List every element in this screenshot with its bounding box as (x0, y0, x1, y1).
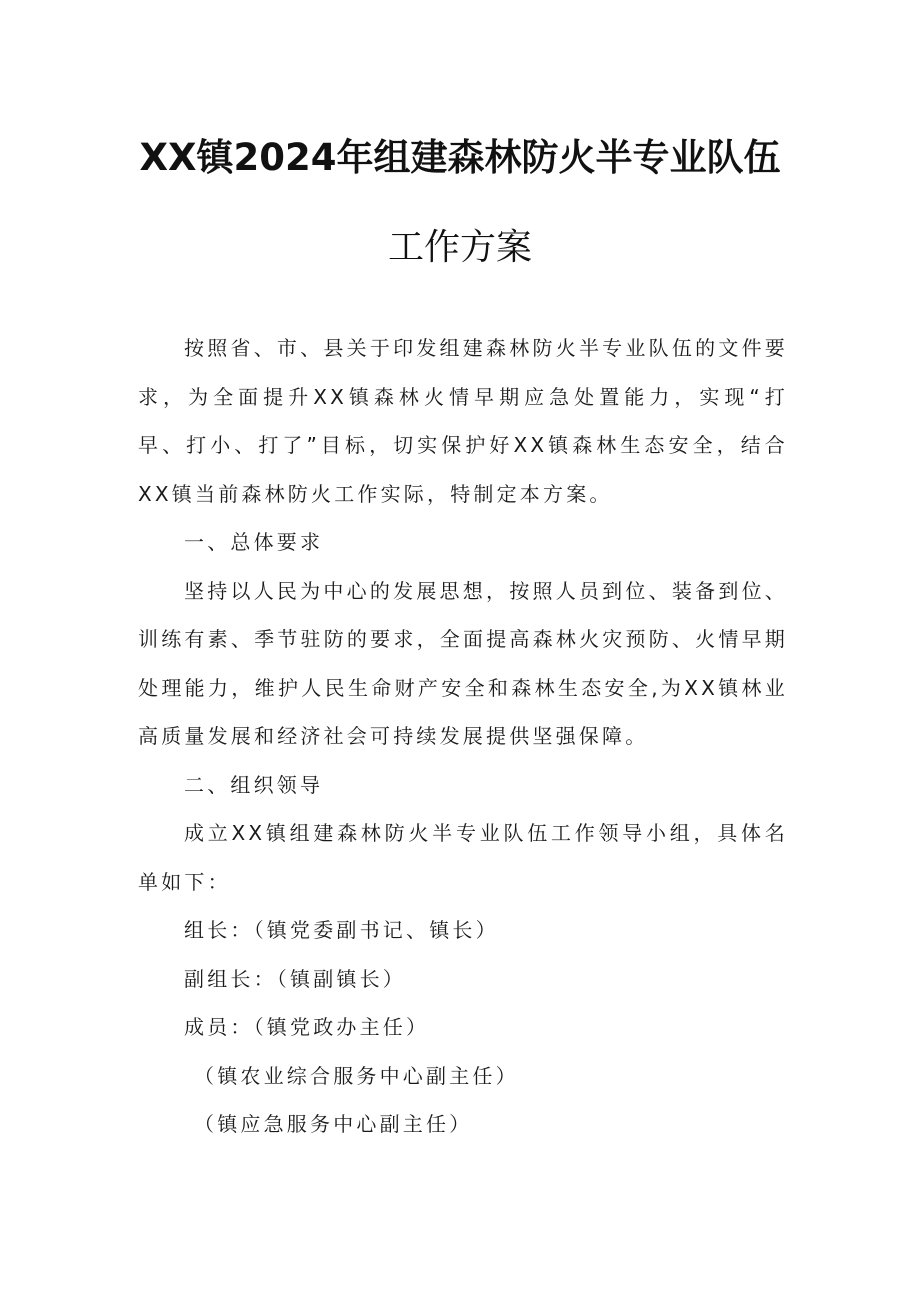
intro-paragraph: 按照省、市、县关于印发组建森林防火半专业队伍的文件要求，为全面提升XX镇森林火情早期应急处置能力，实现“打早、打小、打了”目标，切实保护好XX镇森林生态安全，结合XX镇当前森林防火工作实际，特制定本方案。 (138, 336, 788, 506)
group-member-line-3: （镇应急服务中心副主任） (194, 1112, 473, 1136)
group-leader-line: 组长：（镇党委副书记、镇长） (184, 918, 499, 942)
group-members-line: 成员：（镇党政办主任） (184, 1015, 430, 1039)
group-member-line-2: （镇农业综合服务中心副主任） (194, 1063, 519, 1088)
document-body (138, 324, 788, 1149)
section2-paragraph: 成立XX镇组建森林防火半专业队伍工作领导小组，具体名单如下： (138, 821, 788, 894)
section1-heading: 一、总体要求 (184, 530, 324, 554)
document-title-line1: XX镇2024年组建森林防火半专业队伍 (139, 136, 781, 179)
section2-heading: 二、组织领导 (184, 772, 324, 797)
section1-paragraph: 坚持以人民为中心的发展思想，按照人员到位、装备到位、训练有素、季节驻防的要求，全面提高森林火灾预防、火情早期处理能力，维护人民生命财产安全和森林生态安全,为XX镇林业高质量发展和经济社会可持续发展提供坚强保障。 (138, 578, 788, 748)
group-deputy-line: 副组长：（镇副镇长） (184, 966, 406, 991)
document-title-line2: 工作方案 (387, 227, 532, 268)
